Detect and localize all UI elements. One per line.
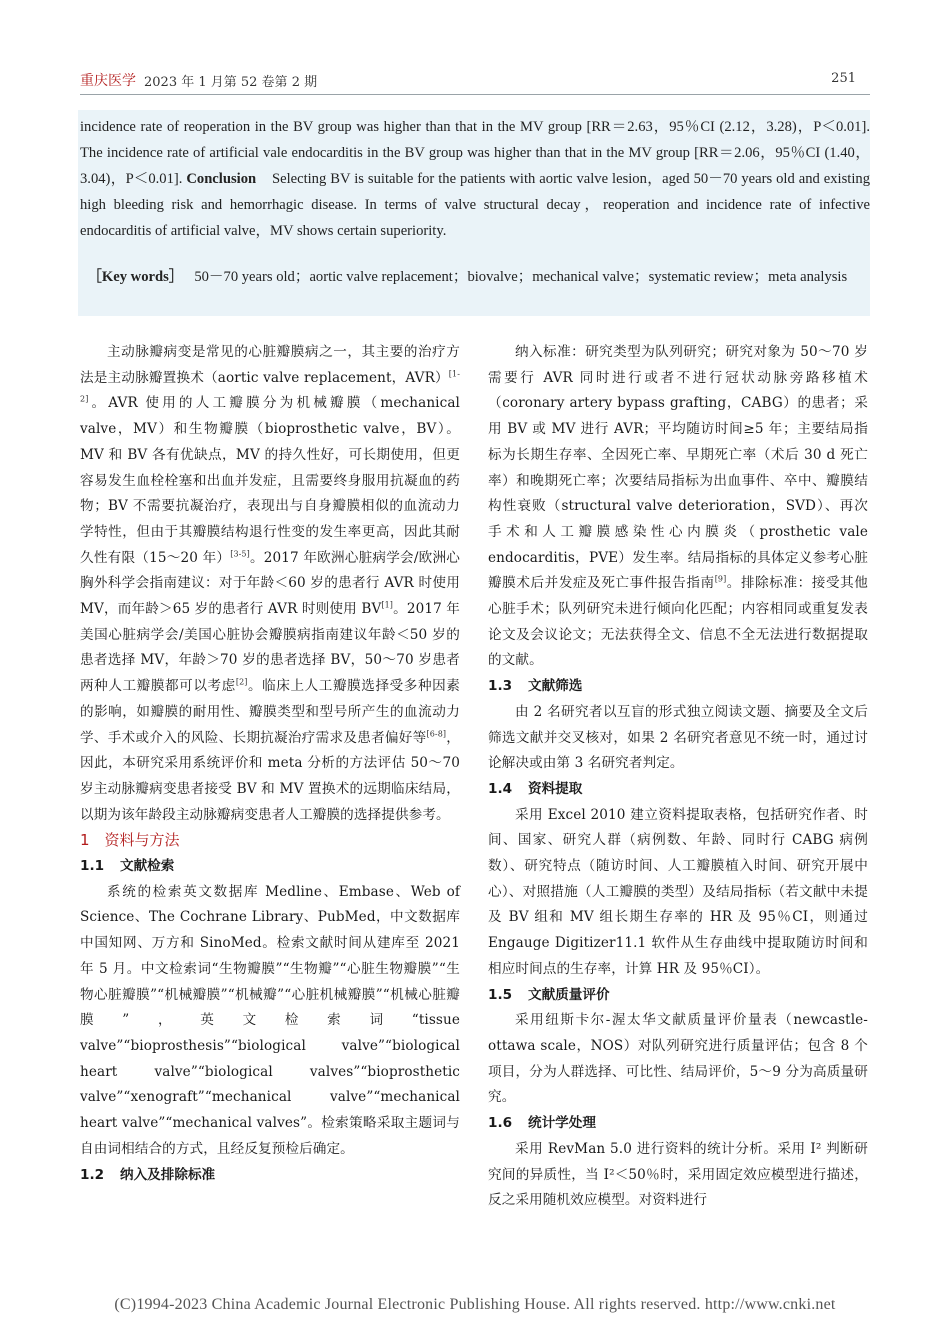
intro-text-6: ，因此，本研究采用系统评价和 meta 分析的方法评估 50～70 岁主动脉瓣病变患者接受 BV 和 MV 置换术的远期临床结局，以期为该年龄段主动脉瓣病变患者人工瓣膜的选择提供参考。 — [80, 729, 461, 823]
citation: [6-8] — [426, 729, 447, 739]
stats-paragraph: 采用 RevMan 5.0 进行资料的统计分析。采用 I² 判断研究间的异质性，当 I²＜50％时，采用固定效应模型进行描述，反之采用随机效应模型。对资料进行 — [488, 1140, 868, 1209]
abstract-text-conclusion: Selecting BV is suitable for the patients with aortic valve lesion，aged 50－70 years old and existing high bleeding risk and hemorrhagic disease. In terms of valve structural decay，reoperation and incidence rate of infective endocarditis of artificial valve，MV shows certain superiority. — [80, 171, 870, 239]
citation: [9] — [714, 574, 727, 584]
intro-text-4: 。2017 年美国心脏病学会/美国心脏协会瓣膜病指南建议年龄＜50 岁的患者选择 MV，年龄＞70 岁的患者选择 BV，50～70 岁患者两种人工瓣膜都可以考虑 — [80, 601, 460, 695]
subsection-number: 1.3 — [488, 678, 513, 695]
criteria-paragraph — [488, 340, 868, 674]
subsection-number: 1.4 — [488, 780, 513, 797]
screening-paragraph: 由 2 名研究者以互盲的形式独立阅读文题、摘要及全文后筛选文献并交叉核对，如果 2 名研究者意见不统一时，通过讨论解决或由第 3 名研究者判定。 — [488, 703, 868, 772]
criteria-text-1: 纳入标准：研究类型为队列研究；研究对象为 50～70 岁需要行 AVR 同时进行或者不进行冠状动脉旁路移植术（coronary artery bypass grafting，CABG）的患者；采用 BV 或 MV 进行 AVR；平均随访时间≥5 年；主要结局指标为长期生存率、全因死亡率、早期死亡率（术后 30 d 死亡率）和晚期死亡率；次要结局指标为出血事件、卒中、瓣膜结构性衰败（structural valve deterioration，SVD）、再次手术和人工瓣膜感染性心内膜炎（prosthetic vale endocarditis，PVE）发生率。结局指标的具体定义参考心脏瓣膜术后并发症及死亡事件报告指南 — [488, 344, 868, 592]
abstract-text-results: incidence rate of reoperation in the BV group was higher than that in the MV group [RR＝2.63，95％CI (2.12，3.28)，P＜0.01]. The incidence rate of artificial vale endocarditis in the BV group was higher than that in the MV group [RR＝2.06，95％CI (1.40，3.04)，P＜0.01]. — [80, 119, 870, 187]
subsection-heading-1-1 — [80, 854, 460, 880]
left-column — [80, 340, 460, 1188]
subsection-heading-1-5 — [488, 983, 868, 1009]
abstract-keywords — [80, 264, 870, 290]
copyright-footer: (C)1994-2023 China Academic Journal Electronic Publishing House. All rights reserved. http://www.cnki.net — [114, 1296, 836, 1313]
subsection-title: 文献检索 — [120, 858, 175, 875]
subsection-number: 1.5 — [488, 986, 513, 1003]
criteria-text-2: 。排除标准：接受其他心脏手术；队列研究未进行倾向化匹配；内容相同或重复发表论文及会议论文；无法获得全文、信息不全无法进行数据提取的文献。 — [488, 575, 869, 669]
subsection-heading-1-3 — [488, 674, 868, 700]
abstract-results — [80, 114, 870, 244]
intro-text-3: 。2017 年欧洲心脏病学会/欧洲心胸外科学会指南建议：对于年龄＜60 岁的患者行 AVR 时使用 MV，而年龄＞65 岁的患者行 AVR 时则使用 BV — [80, 549, 461, 618]
subsection-title: 统计学处理 — [528, 1115, 596, 1132]
intro-text-2: 。AVR 使用的人工瓣膜分为机械瓣膜（mechanical valve，MV）和生物瓣膜（bioprosthetic valve，BV）。MV 和 BV 各有优缺点，MV 的持久性好，可长期使用，但更容易发生血栓栓塞和出血并发症，且需要终身服用抗凝血的药物；BV 不需要抗凝治疗，表现出与自身瓣膜相似的血流动力学特性，但由于其瓣膜结构退行性变的发生率更高，因此其耐久性有限（15～20 年） — [80, 395, 460, 566]
subsection-heading-1-6 — [488, 1111, 868, 1137]
subsection-title: 纳入及排除标准 — [120, 1166, 216, 1183]
section-heading-methods: 1 资料与方法 — [80, 831, 180, 850]
subsection-title: 文献筛选 — [528, 678, 583, 695]
subsection-heading-1-4 — [488, 777, 868, 803]
citation: [1-2] — [80, 369, 460, 404]
english-abstract — [78, 110, 870, 316]
page-number: 251 — [831, 71, 856, 86]
subsection-title: 文献质量评价 — [528, 986, 610, 1003]
intro-text-5: 。临床上人工瓣膜选择受多种因素的影响，如瓣膜的耐用性、瓣膜类型和型号所产生的血流动力学、手术或介入的风险、长期抗凝治疗需求及患者偏好等 — [80, 678, 460, 746]
intro-paragraph — [80, 340, 460, 828]
subsection-number: 1.1 — [80, 858, 105, 875]
keywords-text: 50－70 years old；aortic valve replacement；biovalve；mechanical valve；systematic review；meta analysis — [194, 269, 848, 285]
subsection-heading-1-2 — [80, 1163, 460, 1189]
quality-paragraph: 采用纽斯卡尔-渥太华文献质量评价量表（newcastle-ottawa scale，NOS）对队列研究进行质量评估；包含 8 个项目，分为人群选择、可比性、结局评价，5～9 分为高质量研究。 — [488, 1012, 868, 1106]
issue-info: 2023 年 1 月第 52 卷第 2 期 — [144, 75, 318, 90]
citation: [2] — [235, 677, 248, 687]
keywords-label: ［Key words］ — [87, 269, 184, 285]
right-column — [488, 340, 868, 1214]
search-paragraph: 系统的检索英文数据库 Medline、Embase、Web of Science、The Cochrane Library、PubMed，中文数据库中国知网、万方和 SinoMed。检索文献时间从建库至 2021 年 5 月。中文检索词“生物瓣膜”“生物瓣”“心脏生物瓣膜”“生物心脏瓣膜”“机械瓣膜”“机械瓣”“心脏机械瓣膜”“机械心脏瓣膜”，英文检索词“tissue valve”“bioprosthesis”“biological valve”“biological heart valve”“biological valves”“bioprosthetic valve”“xenograft”“mechanical valve”“mechanical heart valve”“mechanical valves”。检索策略采取主题词与自由词相结合的方式，且经反复预检后确定。 — [80, 883, 460, 1157]
conclusion-label: Conclusion — [186, 171, 257, 187]
running-header — [80, 68, 870, 95]
extraction-paragraph: 采用 Excel 2010 建立资料提取表格，包括研究作者、时间、国家、研究人群（病例数、年龄、同时行 CABG 病例数）、研究特点（随访时间、人工瓣膜植入时间、研究开展中心）、对照措施（人工瓣膜的类型）及结局指标（若文献中未提及 BV 组和 MV 组长期生存率的 HR 及 95％CI，则通过 Engauge Digitizer11.1 软件从生存曲线中提取随访时间和相应时间点的生存率，计算 HR 及 95％CI）。 — [488, 806, 868, 977]
citation: [1] — [381, 600, 394, 610]
journal-name: 重庆医学 — [80, 73, 136, 89]
citation: [3-5] — [230, 549, 250, 559]
subsection-number: 1.2 — [80, 1166, 105, 1183]
subsection-number: 1.6 — [488, 1115, 513, 1132]
intro-text-1: 主动脉瓣病变是常见的心脏瓣膜病之一，其主要的治疗方法是主动脉瓣置换术（aortic valve replacement，AVR） — [80, 344, 460, 386]
subsection-title: 资料提取 — [528, 780, 583, 797]
